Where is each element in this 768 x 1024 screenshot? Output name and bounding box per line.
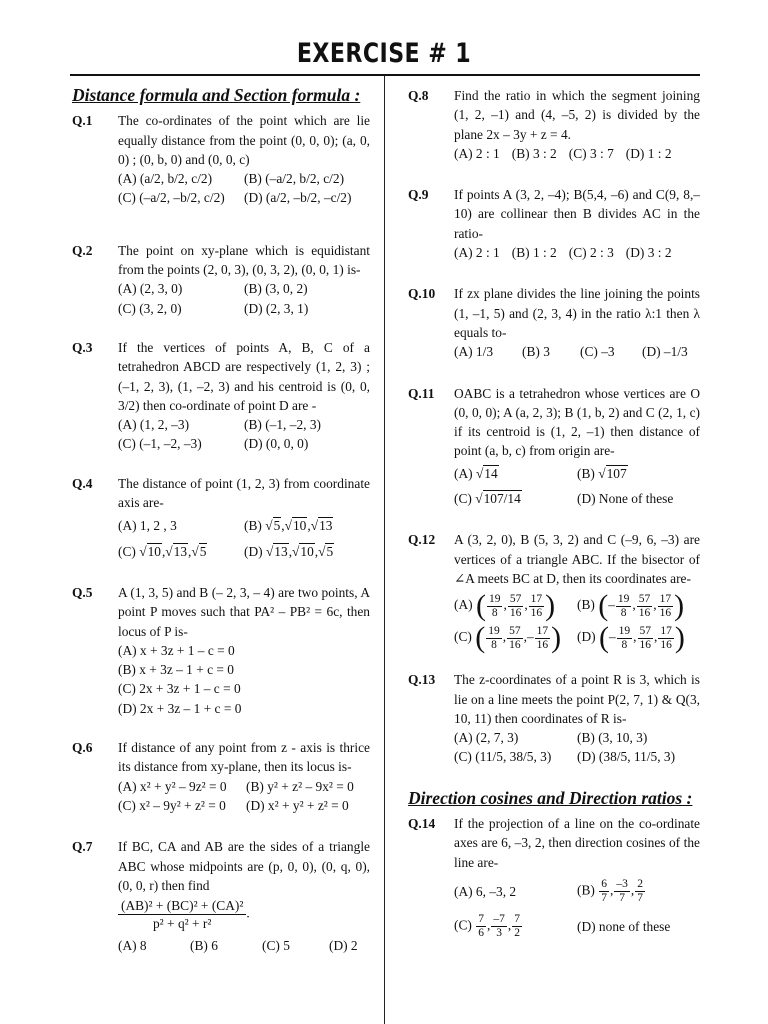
right-column bbox=[408, 86, 700, 940]
question-11 bbox=[408, 384, 700, 509]
question-number: Q.4 bbox=[72, 475, 93, 491]
option-d: (D) (– $\frac{19}{8}$ , $\frac{57}{16}$ , $\frac{17}{16}$ ) bbox=[577, 621, 685, 655]
question-3 bbox=[72, 338, 370, 454]
option-d: (D) x² + y² + z² = 0 bbox=[246, 797, 349, 813]
option-d: (D) none of these bbox=[577, 918, 671, 934]
option-c: (C) 2x + 3z + 1 – c = 0 bbox=[118, 681, 241, 697]
option-b: (B) (–a/2, b/2, c/2) bbox=[244, 171, 345, 187]
option-b: (B) (–1, –2, 3) bbox=[244, 417, 321, 433]
section-heading: Direction cosines and Direction ratios : bbox=[408, 787, 693, 808]
question-text: If BC, CA and AB are the sides of a triangle ABC whose midpoints are (p, 0, 0), (0, q, 0), (0, 0, r) then find bbox=[118, 839, 370, 893]
question-text: A (3, 2, 0), B (5, 3, 2) and C (–9, 6, –3) are vertices of a triangle ABC. If the bisector of ∠A meets BC at D, then its coordinates are- bbox=[454, 532, 700, 586]
question-2 bbox=[72, 241, 370, 318]
question-number: Q.13 bbox=[408, 672, 436, 688]
question-text: OABC is a tetrahedron whose vertices are O (0, 0, 0); A (a, 2, 3); B (1, b, 2) and C (2, 1, c) if its centroid is (1, 2, –1) then distance of point (a, b, c) from origin are- bbox=[454, 385, 700, 459]
option-a: (A) x + 3z + 1 – c = 0 bbox=[118, 642, 235, 658]
option-a: (A) 2 : 1 bbox=[454, 245, 500, 261]
option-b: (B) $\frac{6}{7}$ , $\frac{-3}{7}$ , $\frac{2}{7}$ bbox=[577, 877, 643, 904]
option-c: (C) $\frac{7}{6}$ , $\frac{-7}{3}$ , $\frac{7}{2}$ bbox=[454, 912, 520, 939]
question-8 bbox=[408, 86, 700, 163]
option-d: (D) (0, 0, 0) bbox=[244, 436, 309, 452]
question-text: If zx plane divides the line joining the points (1, –1, 5) and (2, 3, 4) in the ratio λ:1 then λ equals to- bbox=[454, 286, 700, 340]
option-d: (D) (a/2, –b/2, –c/2) bbox=[244, 190, 352, 206]
option-a: (A) (1, 2, –3) bbox=[118, 417, 190, 433]
option-d: (D) (2, 3, 1) bbox=[244, 300, 309, 316]
option-b: (B) (– $\frac{19}{8}$ , $\frac{57}{16}$ , $\frac{17}{16}$ ) bbox=[577, 589, 685, 623]
option-b: (B) y² + z² – 9x² = 0 bbox=[246, 778, 354, 794]
option-b: (B) 6 bbox=[190, 938, 218, 954]
option-a: (A) 1/3 bbox=[454, 344, 494, 360]
question-6 bbox=[72, 738, 370, 815]
question-number: Q.11 bbox=[408, 385, 435, 401]
question-number: Q.9 bbox=[408, 187, 429, 203]
question-text: Find the ratio in which the segment joining (1, 2, –1) and (4, –5, 2) is divided by the plane 2x – 3y + z = 4. bbox=[454, 88, 700, 142]
option-b: (B) (3, 10, 3) bbox=[577, 730, 648, 746]
question-4 bbox=[72, 474, 370, 561]
option-c: (C) ( $\frac{19}{8}$ , $\frac{57}{16}$ ,– $\frac{17}{16}$ ) bbox=[454, 621, 562, 655]
left-column bbox=[72, 82, 370, 955]
option-c: (C) (3, 2, 0) bbox=[118, 300, 182, 316]
page-title: EXERCISE # 1 bbox=[296, 38, 472, 69]
option-b: (B) √5,√10,√13 bbox=[244, 518, 333, 534]
option-c: (C) √107/14 bbox=[454, 491, 521, 507]
question-number: Q.7 bbox=[72, 839, 93, 855]
option-c: (C) √10,√13,√5 bbox=[118, 543, 207, 559]
option-d: (D) (38/5, 11/5, 3) bbox=[577, 749, 676, 765]
question-12 bbox=[408, 530, 700, 655]
option-a: (A) √14 bbox=[454, 465, 498, 481]
question-number: Q.8 bbox=[408, 88, 429, 103]
option-b: (B) 1 : 2 bbox=[511, 245, 557, 261]
option-d: (D) √13,√10,√5 bbox=[244, 543, 334, 559]
question-number: Q.1 bbox=[72, 113, 93, 129]
option-c: (C) –3 bbox=[580, 344, 615, 360]
question-14 bbox=[408, 814, 700, 940]
question-number: Q.12 bbox=[408, 532, 436, 548]
option-c: (C) (–a/2, –b/2, c/2) bbox=[118, 190, 225, 206]
option-d: (D) 1 : 2 bbox=[625, 145, 672, 161]
question-7: Q.7 If BC, CA and AB are the sides of a triangle ABC whose midpoints are (p, 0, 0), (0, q, 0), (0, 0, r) then find $\frac{\text{(AB)² + (BC)² + (CA)²}}{\text{p² + q² + r²}}$ . (A) 8 (B) 6 (C) 5 (D) 2 bbox=[72, 837, 370, 955]
option-c: (C) 2 : 3 bbox=[568, 245, 614, 261]
question-text: The co-ordinates of the point which are lie equally distance from the point (0, 0, 0); (a, 0, 0) ; (0, b, 0) and (0, 0, c) bbox=[118, 113, 370, 167]
expression-fraction: $\frac{\text{(AB)² + (BC)² + (CA)²}}{\text{p² + q² + r²}}$ bbox=[118, 897, 246, 932]
question-text: If the vertices of points A, B, C of a tetrahedron ABCD are respectively (1, 2, 3) ; (–1, 2, 3), (1, –2, 3) and his centroid is (0, 0, 3/2) then co-ordinate of point D are - bbox=[118, 339, 370, 413]
option-a: (A) ( $\frac{19}{8}$ , $\frac{57}{16}$ , $\frac{17}{16}$ ) bbox=[454, 589, 556, 623]
question-number: Q.10 bbox=[408, 286, 436, 302]
question-text: The point on xy-plane which is equidistant from the points (2, 0, 3), (0, 3, 2), (0, 0, 1) is- bbox=[118, 242, 370, 278]
section-heading: Distance formula and Section formula : bbox=[72, 85, 361, 105]
question-number: Q.6 bbox=[72, 740, 93, 756]
option-a: (A) 8 bbox=[118, 938, 147, 954]
question-5 bbox=[72, 583, 370, 718]
option-d: (D) 3 : 2 bbox=[625, 245, 672, 261]
option-c: (C) (11/5, 38/5, 3) bbox=[454, 749, 552, 765]
question-text: If the projection of a line on the co-ordinate axes are 6, –3, 2, then direction cosines of the line are- bbox=[454, 816, 700, 870]
option-b: (B) x + 3z – 1 + c = 0 bbox=[118, 662, 234, 678]
question-text: A (1, 3, 5) and B (– 2, 3, – 4) are two points, A point P moves such that PA² – PB² = 6c, then locus of P is- bbox=[118, 584, 370, 639]
question-text: If points A (3, 2, –4); B(5,4, –6) and C(9, 8,–10) are collinear then B divides AC in the ratio- bbox=[454, 187, 700, 241]
option-a: (A) x² + y² – 9z² = 0 bbox=[118, 778, 227, 794]
title-rule bbox=[70, 74, 700, 76]
option-b: (B) (3, 0, 2) bbox=[244, 281, 308, 297]
question-9 bbox=[408, 185, 700, 262]
option-b: (B) √107 bbox=[577, 465, 627, 481]
question-1 bbox=[72, 111, 370, 207]
question-text: The distance of point (1, 2, 3) from coordinate axis are- bbox=[118, 475, 370, 511]
option-a: (A) 6, –3, 2 bbox=[454, 883, 517, 899]
question-number: Q.2 bbox=[72, 242, 93, 258]
option-c: (C) x² – 9y² + z² = 0 bbox=[118, 797, 226, 813]
option-d: (D) 2x + 3z – 1 + c = 0 bbox=[118, 700, 242, 716]
option-d: (D) 2 bbox=[329, 938, 358, 954]
option-b: (B) 3 : 2 bbox=[511, 145, 557, 161]
option-a: (A) (a/2, b/2, c/2) bbox=[118, 171, 213, 187]
option-d: (D) None of these bbox=[577, 491, 674, 507]
question-text: If distance of any point from z - axis is thrice its distance from xy-plane, then its locus is- bbox=[118, 740, 370, 775]
option-a: (A) (2, 7, 3) bbox=[454, 730, 519, 746]
option-c: (C) 5 bbox=[262, 938, 290, 954]
option-c: (C) (–1, –2, –3) bbox=[118, 436, 202, 452]
option-b: (B) 3 bbox=[522, 344, 550, 360]
option-a: (A) (2, 3, 0) bbox=[118, 281, 183, 297]
question-10 bbox=[408, 284, 700, 361]
option-a: (A) 2 : 1 bbox=[454, 145, 500, 161]
option-c: (C) 3 : 7 bbox=[568, 145, 614, 161]
question-number: Q.5 bbox=[72, 584, 93, 600]
question-13 bbox=[408, 670, 700, 766]
option-a: (A) 1, 2 , 3 bbox=[118, 518, 177, 534]
question-text: The z-coordinates of a point R is 3, which is lie on a line meets the point P(2, 7, 1) & Q(3, 10, 11) then coordinates of R is- bbox=[454, 672, 700, 726]
question-number: Q.3 bbox=[72, 339, 93, 355]
option-d: (D) –1/3 bbox=[642, 344, 688, 360]
column-divider bbox=[384, 76, 385, 1024]
question-number: Q.14 bbox=[408, 816, 436, 832]
